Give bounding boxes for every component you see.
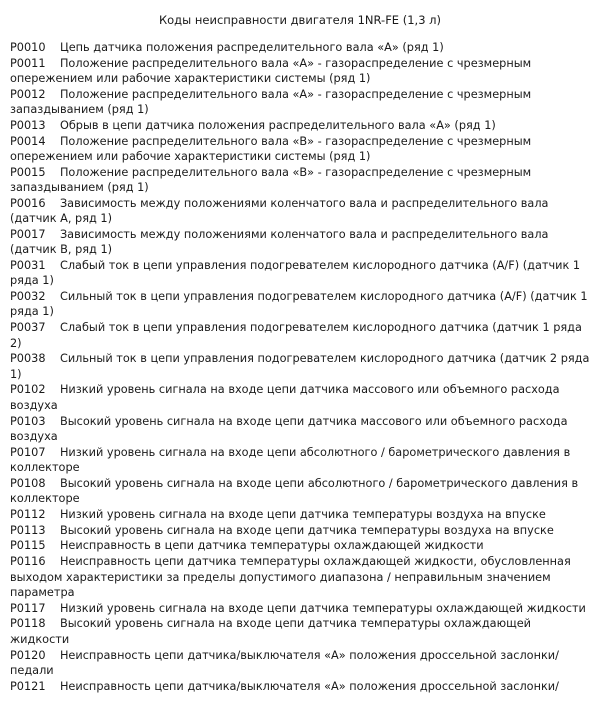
- fault-code-row: [10, 507, 592, 522]
- fault-code-description: Неисправность цепи датчика температуры охлаждающей жидкости, обусловленная выходом характеристики за пределы допустимого диапазона / неправильным значением параметра: [10, 555, 571, 599]
- fault-code-id: P0010: [10, 40, 60, 54]
- fault-code-row: [10, 118, 592, 133]
- fault-code-description: Положение распределительного вала «А» - газораспределение с чрезмерным запаздыванием (ряд 1): [10, 87, 532, 117]
- fault-code-description: Высокий уровень сигнала на входе цепи датчика массового или объемного расхода воздуха: [10, 414, 568, 443]
- fault-code-row: [10, 648, 592, 679]
- fault-code-description: Низкий уровень сигнала на входе цепи датчика температуры охлаждающей жидкости: [59, 601, 586, 615]
- fault-code-id: P0013: [10, 118, 60, 132]
- fault-code-id: P0113: [10, 523, 60, 537]
- fault-code-id: P0103: [10, 414, 60, 428]
- fault-code-description: Положение распределительного вала «В» - газораспределение с чрезмерным запаздыванием (ряд 1): [10, 165, 532, 195]
- fault-code-row: [10, 165, 592, 196]
- fault-code-id: P0112: [10, 507, 60, 521]
- fault-code-description: Положение распределительного вала «В» - газораспределение с чрезмерным опережением или рабочие характеристики системы (ряд 1): [10, 134, 532, 164]
- fault-code-id: P0108: [10, 476, 60, 490]
- fault-code-row: [10, 56, 592, 87]
- fault-code-description: Зависимость между положениями коленчатого вала и распределительного вала (датчик А, ряд 1): [10, 196, 549, 226]
- fault-code-id: P0117: [10, 601, 60, 615]
- fault-code-row: [10, 523, 592, 538]
- fault-code-id: P0118: [10, 617, 60, 631]
- page-title: Коды неисправности двигателя 1NR-FE (1,3 л): [158, 13, 441, 27]
- fault-code-row: [10, 351, 592, 382]
- fault-code-description: Зависимость между положениями коленчатого вала и распределительного вала (датчик В, ряд 1): [10, 228, 549, 257]
- fault-code-description: Сильный ток в цепи управления подогревателем кислородного датчика (датчик 2 ряда 1): [10, 352, 590, 381]
- fault-code-row: [10, 227, 592, 258]
- fault-code-id: P0107: [10, 445, 60, 459]
- fault-code-id: P0102: [10, 383, 60, 397]
- fault-code-id: P0115: [10, 539, 60, 553]
- fault-code-row: [10, 134, 592, 165]
- fault-code-description: Высокий уровень сигнала на входе цепи абсолютного / барометрического давления в коллекторе: [10, 476, 579, 506]
- fault-code-description: Неисправность в цепи датчика температуры охлаждающей жидкости: [59, 539, 484, 553]
- fault-code-row: [10, 445, 592, 476]
- fault-code-id: P0015: [10, 165, 60, 179]
- fault-code-row: [10, 538, 592, 553]
- fault-code-row: [10, 382, 592, 413]
- fault-code-id: P0016: [10, 196, 60, 210]
- fault-code-row: [10, 679, 592, 694]
- fault-code-row: [10, 616, 592, 647]
- fault-code-list: [0, 40, 600, 694]
- fault-code-row: [10, 554, 592, 600]
- fault-code-row: [10, 87, 592, 118]
- fault-code-description: Цепь датчика положения распределительного вала «А» (ряд 1): [59, 40, 444, 54]
- fault-code-description: Неисправность цепи датчика/выключателя «А» положения дроссельной заслонки/: [59, 679, 559, 693]
- fault-code-description: Положение распределительного вала «А» - газораспределение с чрезмерным опережением или рабочие характеристики системы (ряд 1): [10, 56, 532, 86]
- fault-code-id: P0017: [10, 228, 60, 241]
- fault-code-row: [10, 601, 592, 616]
- fault-code-row: [10, 289, 592, 320]
- fault-code-id: P0038: [10, 352, 60, 366]
- fault-code-description: Низкий уровень сигнала на входе цепи абсолютного / барометрического давления в коллекторе: [10, 445, 571, 474]
- fault-code-id: P0032: [10, 290, 60, 304]
- fault-code-description: Низкий уровень сигнала на входе цепи датчика массового или объемного расхода воздуха: [10, 383, 560, 412]
- fault-code-row: [10, 258, 592, 289]
- fault-code-description: Высокий уровень сигнала на входе цепи датчика температуры охлаждающей жидкости: [10, 617, 532, 646]
- fault-code-description: Слабый ток в цепи управления подогревателем кислородного датчика (датчик 1 ряда 2): [10, 321, 582, 350]
- fault-code-description: Сильный ток в цепи управления подогревателем кислородного датчика (A/F) (датчик 1 ряда 1): [10, 290, 588, 319]
- fault-code-id: P0037: [10, 321, 60, 335]
- fault-code-description: Низкий уровень сигнала на входе цепи датчика температуры воздуха на впуске: [59, 507, 546, 521]
- fault-code-row: [10, 414, 592, 445]
- fault-code-id: P0116: [10, 555, 60, 569]
- fault-code-id: P0014: [10, 134, 60, 148]
- fault-code-id: P0120: [10, 648, 60, 662]
- fault-code-row: [10, 196, 592, 227]
- fault-code-row: [10, 320, 592, 351]
- fault-code-id: P0011: [10, 56, 60, 70]
- fault-code-description: Неисправность цепи датчика/выключателя «А» положения дроссельной заслонки/педали: [10, 648, 559, 677]
- fault-code-id: P0121: [10, 679, 60, 693]
- fault-code-description: Высокий уровень сигнала на входе цепи датчика температуры воздуха на впуске: [59, 523, 554, 537]
- fault-code-row: [10, 476, 592, 507]
- fault-code-id: P0031: [10, 259, 60, 273]
- fault-code-id: P0012: [10, 87, 60, 101]
- fault-code-row: [10, 40, 592, 55]
- fault-code-description: Обрыв в цепи датчика положения распределительного вала «А» (ряд 1): [59, 118, 496, 132]
- fault-code-description: Слабый ток в цепи управления подогревателем кислородного датчика (A/F) (датчик 1 ряда 1): [10, 259, 581, 288]
